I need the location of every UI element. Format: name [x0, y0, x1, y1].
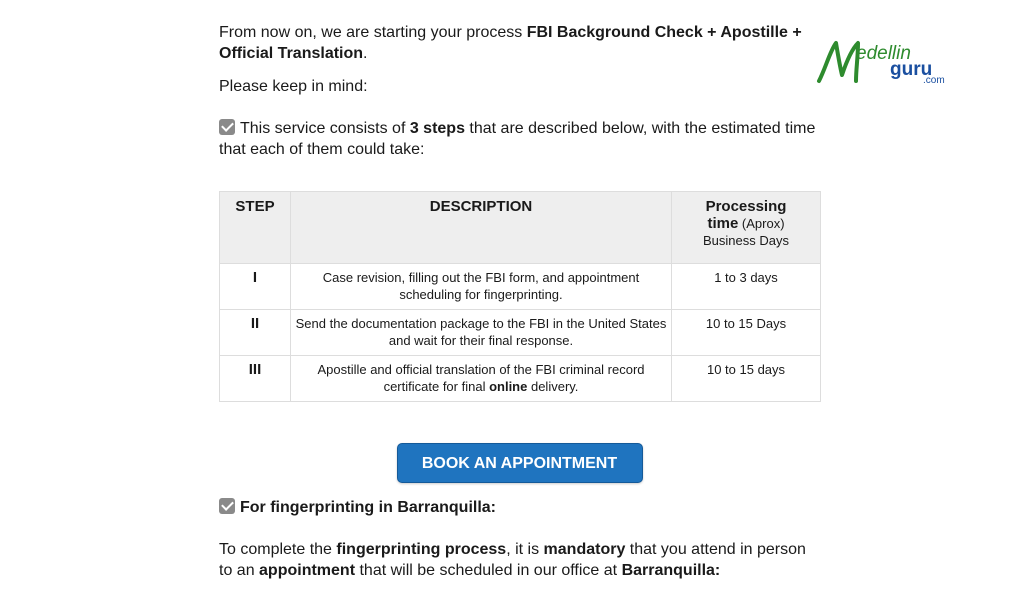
description-cell: Send the documentation package to the FBI in the United States and wait for their final response.	[291, 310, 672, 356]
logo-mark-icon	[816, 37, 956, 87]
service-note-text: This service consists of	[240, 120, 410, 137]
service-note	[219, 118, 819, 160]
time-cell: 10 to 15 Days	[672, 310, 821, 356]
intro-paragraph	[219, 22, 819, 64]
table-row	[220, 310, 821, 356]
closing-bold: fingerprinting process	[336, 541, 507, 558]
header-time-line3: Business Days	[703, 233, 789, 248]
main-content	[219, 22, 819, 581]
description-online: online	[489, 379, 528, 394]
time-cell: 1 to 3 days	[672, 264, 821, 310]
intro-suffix: .	[363, 45, 368, 62]
service-note-steps: 3 steps	[409, 120, 465, 137]
table-row	[220, 356, 821, 402]
logo-word-guru: guru	[890, 59, 933, 80]
description-text: Apostille and official translation of the FBI criminal record certificate for final	[317, 362, 645, 394]
logo-word-edellin: edellin	[856, 43, 911, 64]
step-cell: II	[220, 310, 291, 356]
fingerprinting-heading-text: For fingerprinting in Barranquilla:	[240, 499, 496, 516]
time-cell: 10 to 15 days	[672, 356, 821, 402]
header-step: STEP	[220, 192, 291, 264]
closing-bold: mandatory	[543, 541, 626, 558]
intro-service-name: FBI Background Check + Apostille + Official Translation	[219, 24, 802, 62]
medellin-guru-logo[interactable]	[816, 37, 956, 87]
closing-bold: Barranquilla:	[621, 562, 721, 579]
intro-text: From now on, we are starting your process	[219, 24, 527, 41]
closing-bold: appointment	[259, 562, 356, 579]
button-container	[219, 443, 819, 483]
closing-paragraph	[219, 539, 819, 581]
description-suffix: delivery.	[527, 379, 579, 394]
closing-text: that you attend in person to an	[219, 541, 806, 579]
step-cell: I	[220, 264, 291, 310]
step-cell: III	[220, 356, 291, 402]
header-time-approx: (Aprox)	[738, 216, 785, 231]
closing-text: , it is	[506, 541, 544, 558]
logo-word-com: .com	[923, 75, 945, 86]
description-cell	[291, 356, 672, 402]
header-time-line1: Processing	[705, 198, 787, 215]
keep-in-mind-text: Please keep in mind:	[219, 78, 368, 95]
closing-text: that will be scheduled in our office at	[355, 562, 622, 579]
header-description: DESCRIPTION	[291, 192, 672, 264]
table-row	[220, 264, 821, 310]
checkbox-icon	[219, 498, 235, 514]
checkbox-icon	[219, 119, 235, 135]
steps-table	[219, 191, 821, 402]
header-processing-time	[672, 192, 821, 264]
description-cell: Case revision, filling out the FBI form, and appointment scheduling for fingerprinting.	[291, 264, 672, 310]
service-note-suffix: that are described below, with the estimated time that each of them could take:	[219, 120, 816, 158]
table-header-row	[220, 192, 821, 264]
header-time-line2: time	[707, 215, 739, 232]
fingerprinting-heading	[219, 497, 819, 518]
book-appointment-button[interactable]: BOOK AN APPOINTMENT	[397, 443, 643, 483]
closing-text: To complete the	[219, 541, 337, 558]
